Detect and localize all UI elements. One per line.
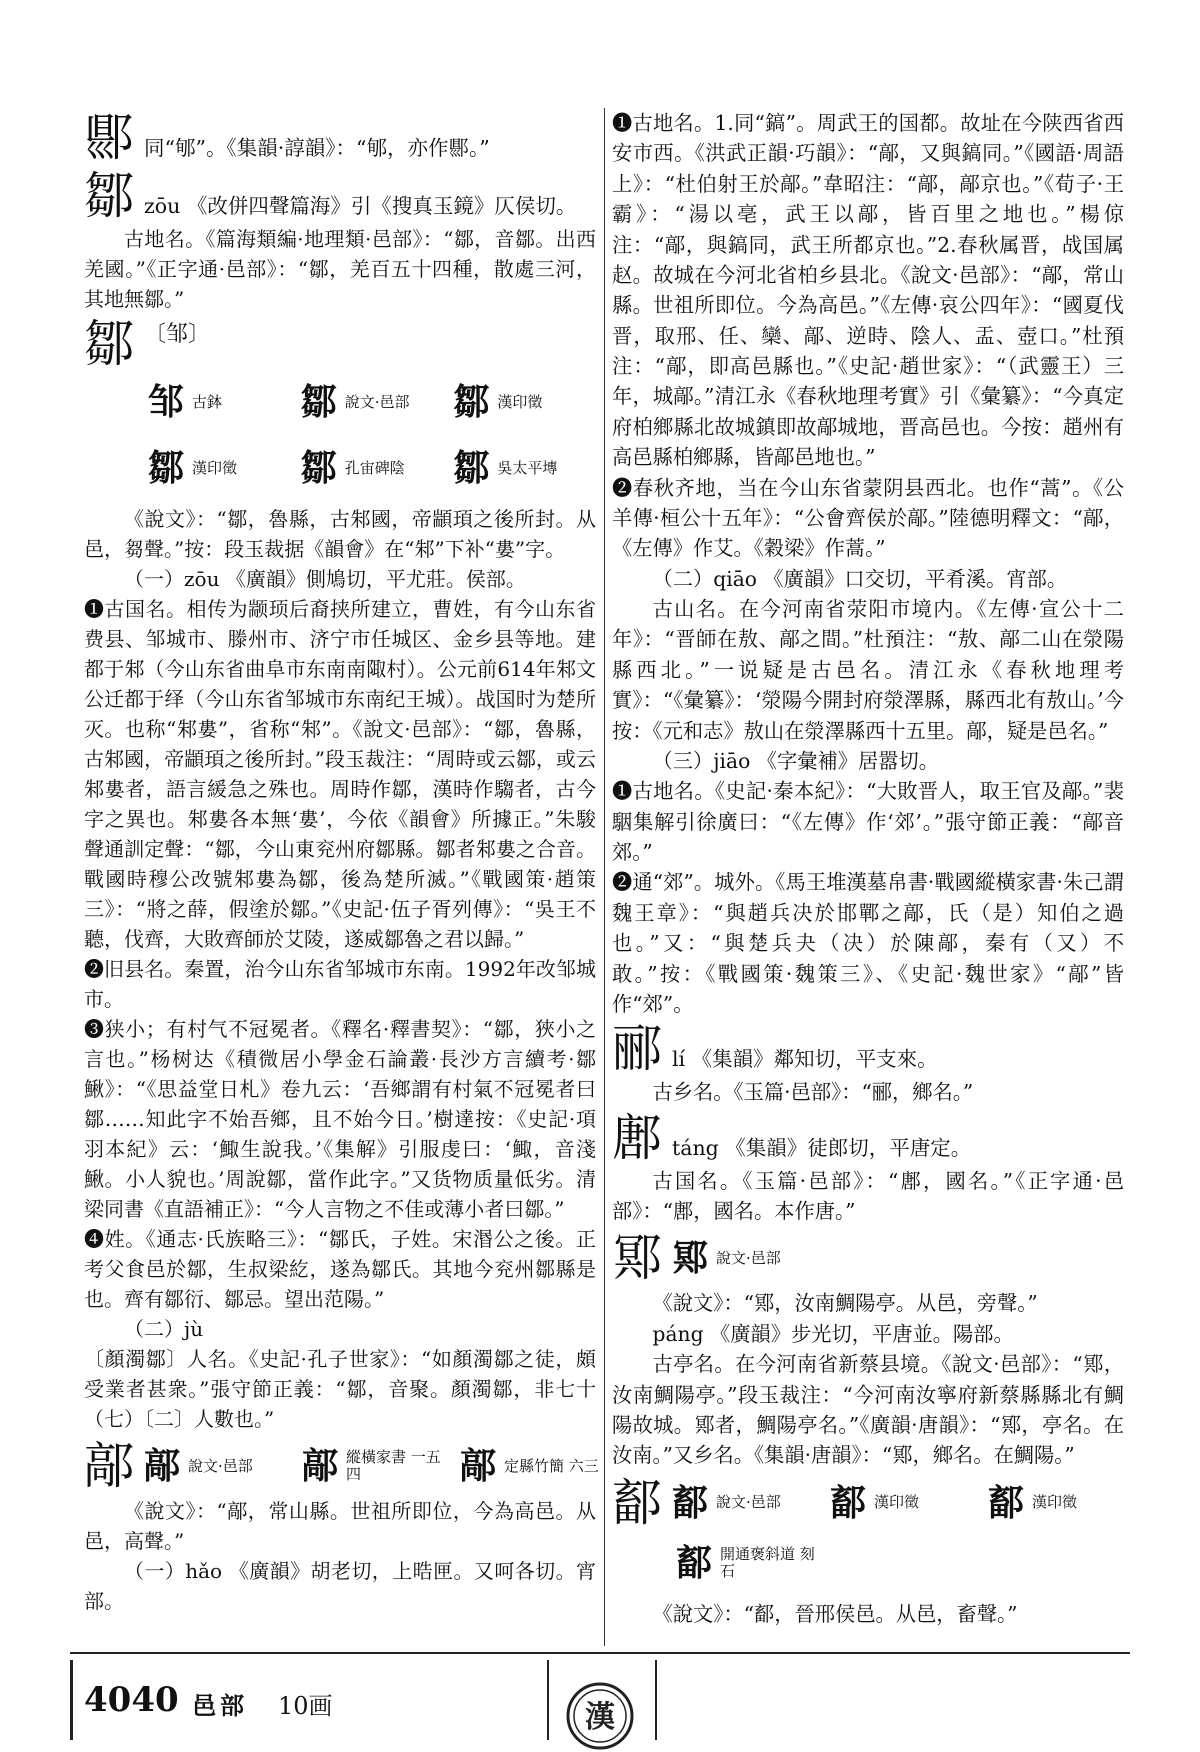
seal-glyph: 鄒 (148, 447, 185, 489)
entry-paragraph: ❷春秋齐地，当在今山东省蒙阴县西北。也作“蒿”。《公羊傳·桓公十五年》：“公會齊侯於鄗。”陸德明釋文：“鄗，《左傳》作艾。《穀梁》作蒿。” (612, 475, 1124, 561)
headword-char: 鄗 (84, 1437, 134, 1495)
page-number: 4040 (84, 1680, 179, 1720)
entry-paragraph: 《說文》：“鄍，汝南鯛陽亭。从邑，旁聲。” (652, 1291, 1038, 1316)
glyph-source: 說文·邑部 (344, 392, 410, 411)
glyph-source: 開通褒斜道 刻石 (720, 1544, 815, 1580)
entry-paragraph: ❶古地名。《史記·秦本紀》：“大敗晋人，取王官及鄗。”裴駰集解引徐廣曰：“《左傳》作‘郊’。”張守節正義：“鄗音郊。” (612, 779, 1124, 864)
entry-paragraph: ❷旧县名。秦置，治今山东省邹城市东南。1992年改邹城市。 (84, 957, 596, 1011)
headword-char: 鄒 (84, 315, 134, 373)
glyph-form (830, 1483, 978, 1523)
headword-text: 同“郇”。《集韻·諄韻》：“郇，亦作郻。” (144, 136, 490, 160)
seal-logo-icon (564, 1680, 636, 1752)
seal-glyph: 鄐 (676, 1541, 713, 1584)
entry-paragraph: （一）hǎo 《廣韻》胡老切，上晧匣。又呵各切。宵部。 (84, 1559, 596, 1613)
headword-line (612, 1110, 1124, 1166)
entry-paragraph: ❸狭小；有村气不冠冕者。《釋名·釋書契》：“鄒，狹小之言也。”杨树达《積微居小學金石論叢·長沙方言續考·鄒鰍》：“《思益堂日札》卷九云：‘吾鄉謂有村氣不冠冕者曰鄒……知此字不始吾鄉，且不始今日。’樹達按：《史記·項羽本紀》云：‘鯫生說我。’《集解》引服虔曰：‘鯫，音淺鰍。小人貌也。’周說鄒，當作此字。”又货物质量低劣。清梁同書《直語補正》：“今人言物之不佳或薄小者曰鄒。” (84, 1017, 596, 1221)
glyph-form (672, 1483, 820, 1523)
headword-text: zōu 《改併四聲篇海》引《搜真玉鏡》仄侯切。 (144, 194, 577, 218)
entry-paragraph: ❹姓。《通志·氏族略三》：“鄒氏，子姓。宋湣公之後。正考父食邑於鄒，生叔梁紇，遂為鄒氏。其地今兖州鄒縣是也。齊有鄒衍、鄒忌。望出范陽。” (84, 1227, 596, 1311)
headword-char: 郻 (84, 109, 134, 167)
glyph-source: 漢印徵 (1032, 1493, 1078, 1512)
entry-paragraph: 《說文》：“鄗，常山縣。世祖所即位，今為高邑。从邑，高聲。” (84, 1499, 596, 1553)
glyph-form (301, 382, 444, 422)
glyph-source: 說文·邑部 (188, 1456, 253, 1475)
seal-glyph: 鄐 (672, 1481, 709, 1524)
headword-char: 鄍 (612, 1229, 662, 1288)
seal-glyph: 鄒 (453, 447, 490, 489)
glyph-source: 吳太平塼 (497, 458, 558, 477)
glyph-source: 說文·邑部 (716, 1248, 781, 1267)
seal-glyph: 邹 (148, 381, 185, 423)
entry-paragraph: 《說文》：“鄒，魯縣，古邾國，帝顓頊之後所封。从邑，芻聲。”按：段玉裁据《韻會》在“邾”下补“婁”字。 (84, 507, 596, 561)
glyph-row (144, 1436, 608, 1496)
headword-char: 鄌 (612, 1108, 662, 1167)
seal-glyph: 鄗 (460, 1445, 497, 1487)
seal-glyph: 鄐 (988, 1481, 1025, 1524)
glyph-row (676, 1533, 1124, 1593)
glyph-form (988, 1483, 1136, 1523)
left-column (84, 108, 599, 1616)
headword-line (84, 168, 596, 224)
entry-paragraph: 古地名。《篇海類編·地理類·邑部》：“鄒，音鄒。出西羌國。”《正字通·邑部》：“鄒，羌百五十四種，散處三河，其地無鄒。” (84, 227, 596, 311)
footer-mid-bar-left (547, 1660, 549, 1740)
glyph-form (148, 382, 291, 422)
glyph-source: 定縣竹簡 六三 (504, 1456, 599, 1475)
glyph-form (302, 1446, 450, 1486)
section-radical: 邑部 (192, 1691, 248, 1720)
seal-glyph: 鄗 (144, 1445, 181, 1487)
entry-paragraph: ❶古地名。1.同“鎬”。周武王的国都。故址在今陕西省西安市西。《洪武正韻·巧韻》：“鄗，又與鎬同。”《國語·周語上》：“杜伯射王於鄗。”韋昭注：“鄗，鄗京也。”《荀子·王霸》：“湯以亳，武王以鄗，皆百里之地也。”楊倞注：“鄗，與鎬同，武王所都京也。”2.春秋属晋，战国属赵。故城在今河北省柏乡县北。《說文·邑部》：“鄗，常山縣。世祖所即位。今為高邑。”《左傳·哀公四年》：“國夏伐晋，取邢、任、欒、鄗、逆時、陰人、盂、壺口。”杜預注：“鄗，即高邑縣也。”《史記·趙世家》：“（武靈王）三年，城鄗。”清江永《春秋地理考實》引《彙纂》：“今真定府柏鄉縣北故城鎮即故鄗城地，晋高邑也。今按：趙州有高邑縣柏鄉縣，皆鄗邑地也。” (612, 111, 1124, 470)
entry-paragraph: 〔顏濁鄒〕人名。《史記·孔子世家》：“如顏濁鄒之徒，頗受業者甚衆。”張守節正義：“鄒，音聚。顏濁鄒，非七十（七）〔二〕人數也。” (84, 1347, 596, 1431)
seal-char: 漢 (585, 1700, 615, 1735)
footer-mid-bar-right (655, 1660, 657, 1740)
glyph-form (453, 448, 596, 488)
glyph-row (672, 1228, 820, 1288)
entry-paragraph: 古乡名。《玉篇·邑部》：“郦，鄉名。” (652, 1080, 974, 1105)
entry-paragraph: 古亭名。在今河南省新蔡县境。《說文·邑部》：“鄍，汝南鯛陽亭。”段玉裁注：“今河南汝寧府新蔡縣縣北有鯛陽故城。鄍者，鯛陽亭名。”《廣韻·唐韻》：“鄍，亭名。在汝南。”又乡名。《集韻·唐韻》：“鄍，鄉名。在鯛陽。” (612, 1352, 1124, 1468)
glyph-source: 說文·邑部 (716, 1493, 781, 1512)
entry-paragraph: páng 《廣韻》步光切，平唐並。陽部。 (652, 1321, 1014, 1346)
glyph-source: 漢印徵 (192, 458, 238, 477)
headword-line (612, 1021, 1124, 1077)
seal-glyph: 鄗 (302, 1445, 339, 1487)
headword-text: táng 《集韻》徒郎切，平唐定。 (672, 1135, 972, 1160)
entry-paragraph: （一）zōu 《廣韻》側鳩切，平尤莊。侯部。 (124, 567, 526, 591)
seal-glyph: 鄒 (300, 381, 337, 423)
seal-glyph: 鄒 (453, 381, 490, 423)
entry-paragraph: （二）qiāo 《廣韻》口交切，平肴溪。宵部。 (652, 566, 1068, 591)
column-divider (604, 108, 605, 1646)
glyph-source: 縱橫家書 一五四 (346, 1448, 441, 1483)
glyph-form (676, 1543, 824, 1583)
glyph-form (672, 1238, 820, 1278)
glyph-form (301, 448, 444, 488)
seal-glyph: 鄍 (672, 1237, 709, 1280)
headword-text: lí 《集韻》鄰知切，平支來。 (672, 1047, 938, 1072)
glyph-source: 漢印徵 (874, 1493, 920, 1512)
entry-paragraph: ❶古国名。相传为颛顼后裔挟所建立，曹姓，有今山东省费县、邹城市、滕州市、济宁市任城区、金乡县等地。建都于邾（今山东省曲阜市东南南陬村）。公元前614年邾文公迁都于绎（今山东省邹城市东南纪王城）。战国时为楚所灭。也称“邾婁”，省称“邾”。《說文·邑部》：“鄒，魯縣，古邾國，帝顓頊之後所封。”段玉裁注：“周時或云鄒，或云邾婁者，語言緩急之殊也。周時作鄒，漢時作騶者，古今字之異也。邾婁各本無‘婁’，今依《韻會》所據正。”朱駿聲通訓定聲：“鄒，今山東兖州府鄒縣。鄒者邾婁之合音。戰國時穆公改號邾婁為鄒，後為楚所滅。”《戰國策·趙策三》：“將之薛，假塗於鄒。”《史記·伍子胥列傳》：“吳王不聽，伐齊，大敗齊師於艾陵，遂威鄒魯之君以歸。” (84, 597, 596, 951)
glyph-source: 孔宙碑陰 (344, 458, 405, 477)
headword-line (84, 110, 596, 166)
section-strokes: 10画 (278, 1692, 333, 1720)
footer-rule (70, 1652, 1130, 1654)
entry-paragraph: （三）jiāo 《字彙補》居嚣切。 (652, 748, 939, 773)
headword-line (612, 1228, 1124, 1288)
right-column (612, 108, 1124, 1629)
seal-glyph: 鄒 (300, 447, 337, 489)
glyph-row (148, 372, 596, 432)
headword-char: 鄒 (84, 167, 134, 225)
entry-paragraph: 古山名。在今河南省荥阳市境内。《左傳·宣公十二年》：“晋師在敖、鄗之間。”杜預注：“敖、鄗二山在滎陽縣西北。”一说疑是古邑名。清江永《春秋地理考實》：“《彙纂》：‘滎陽今開封府滎澤縣，縣西北有敖山。’今按：《元和志》敖山在滎澤縣西十五里。鄗，疑是邑名。” (612, 597, 1124, 743)
glyph-form (144, 1446, 292, 1486)
seal-glyph: 鄐 (830, 1481, 867, 1524)
glyph-form (460, 1446, 608, 1486)
glyph-row (672, 1473, 1136, 1533)
glyph-form (148, 448, 291, 488)
glyph-source: 古鉢 (192, 392, 223, 411)
headword-line (612, 1473, 1124, 1533)
headword-line (84, 316, 596, 372)
headword-char: 鄐 (612, 1473, 662, 1532)
entry-paragraph: 古国名。《玉篇·邑部》：“鄌，國名。”《正字通·邑部》：“鄌，國名。本作唐。” (612, 1168, 1124, 1223)
entry-paragraph: 《說文》：“鄐，晉邢侯邑。从邑，畜聲。” (652, 1601, 1018, 1626)
footer-left-bar (70, 1660, 73, 1740)
glyph-source: 漢印徵 (497, 392, 543, 411)
headword-char: 郦 (612, 1020, 662, 1079)
headword-variant: 〔邹〕 (144, 322, 211, 347)
entry-paragraph: （二）jù (124, 1317, 204, 1341)
glyph-row (148, 438, 596, 498)
headword-line (84, 1436, 599, 1496)
glyph-form (453, 382, 596, 422)
entry-paragraph: ❷通“郊”。城外。《馬王堆漢墓帛書·戰國縱橫家書·朱己謂魏王章》：“與趙兵决於邯鄲之鄗，氏（是）知伯之過也。”又：“與楚兵夬（决）於陳鄗，秦有（又）不敢。”按：《戰國策·魏策三》、《史記·魏世家》“鄗”皆作“郊”。 (612, 870, 1124, 1016)
